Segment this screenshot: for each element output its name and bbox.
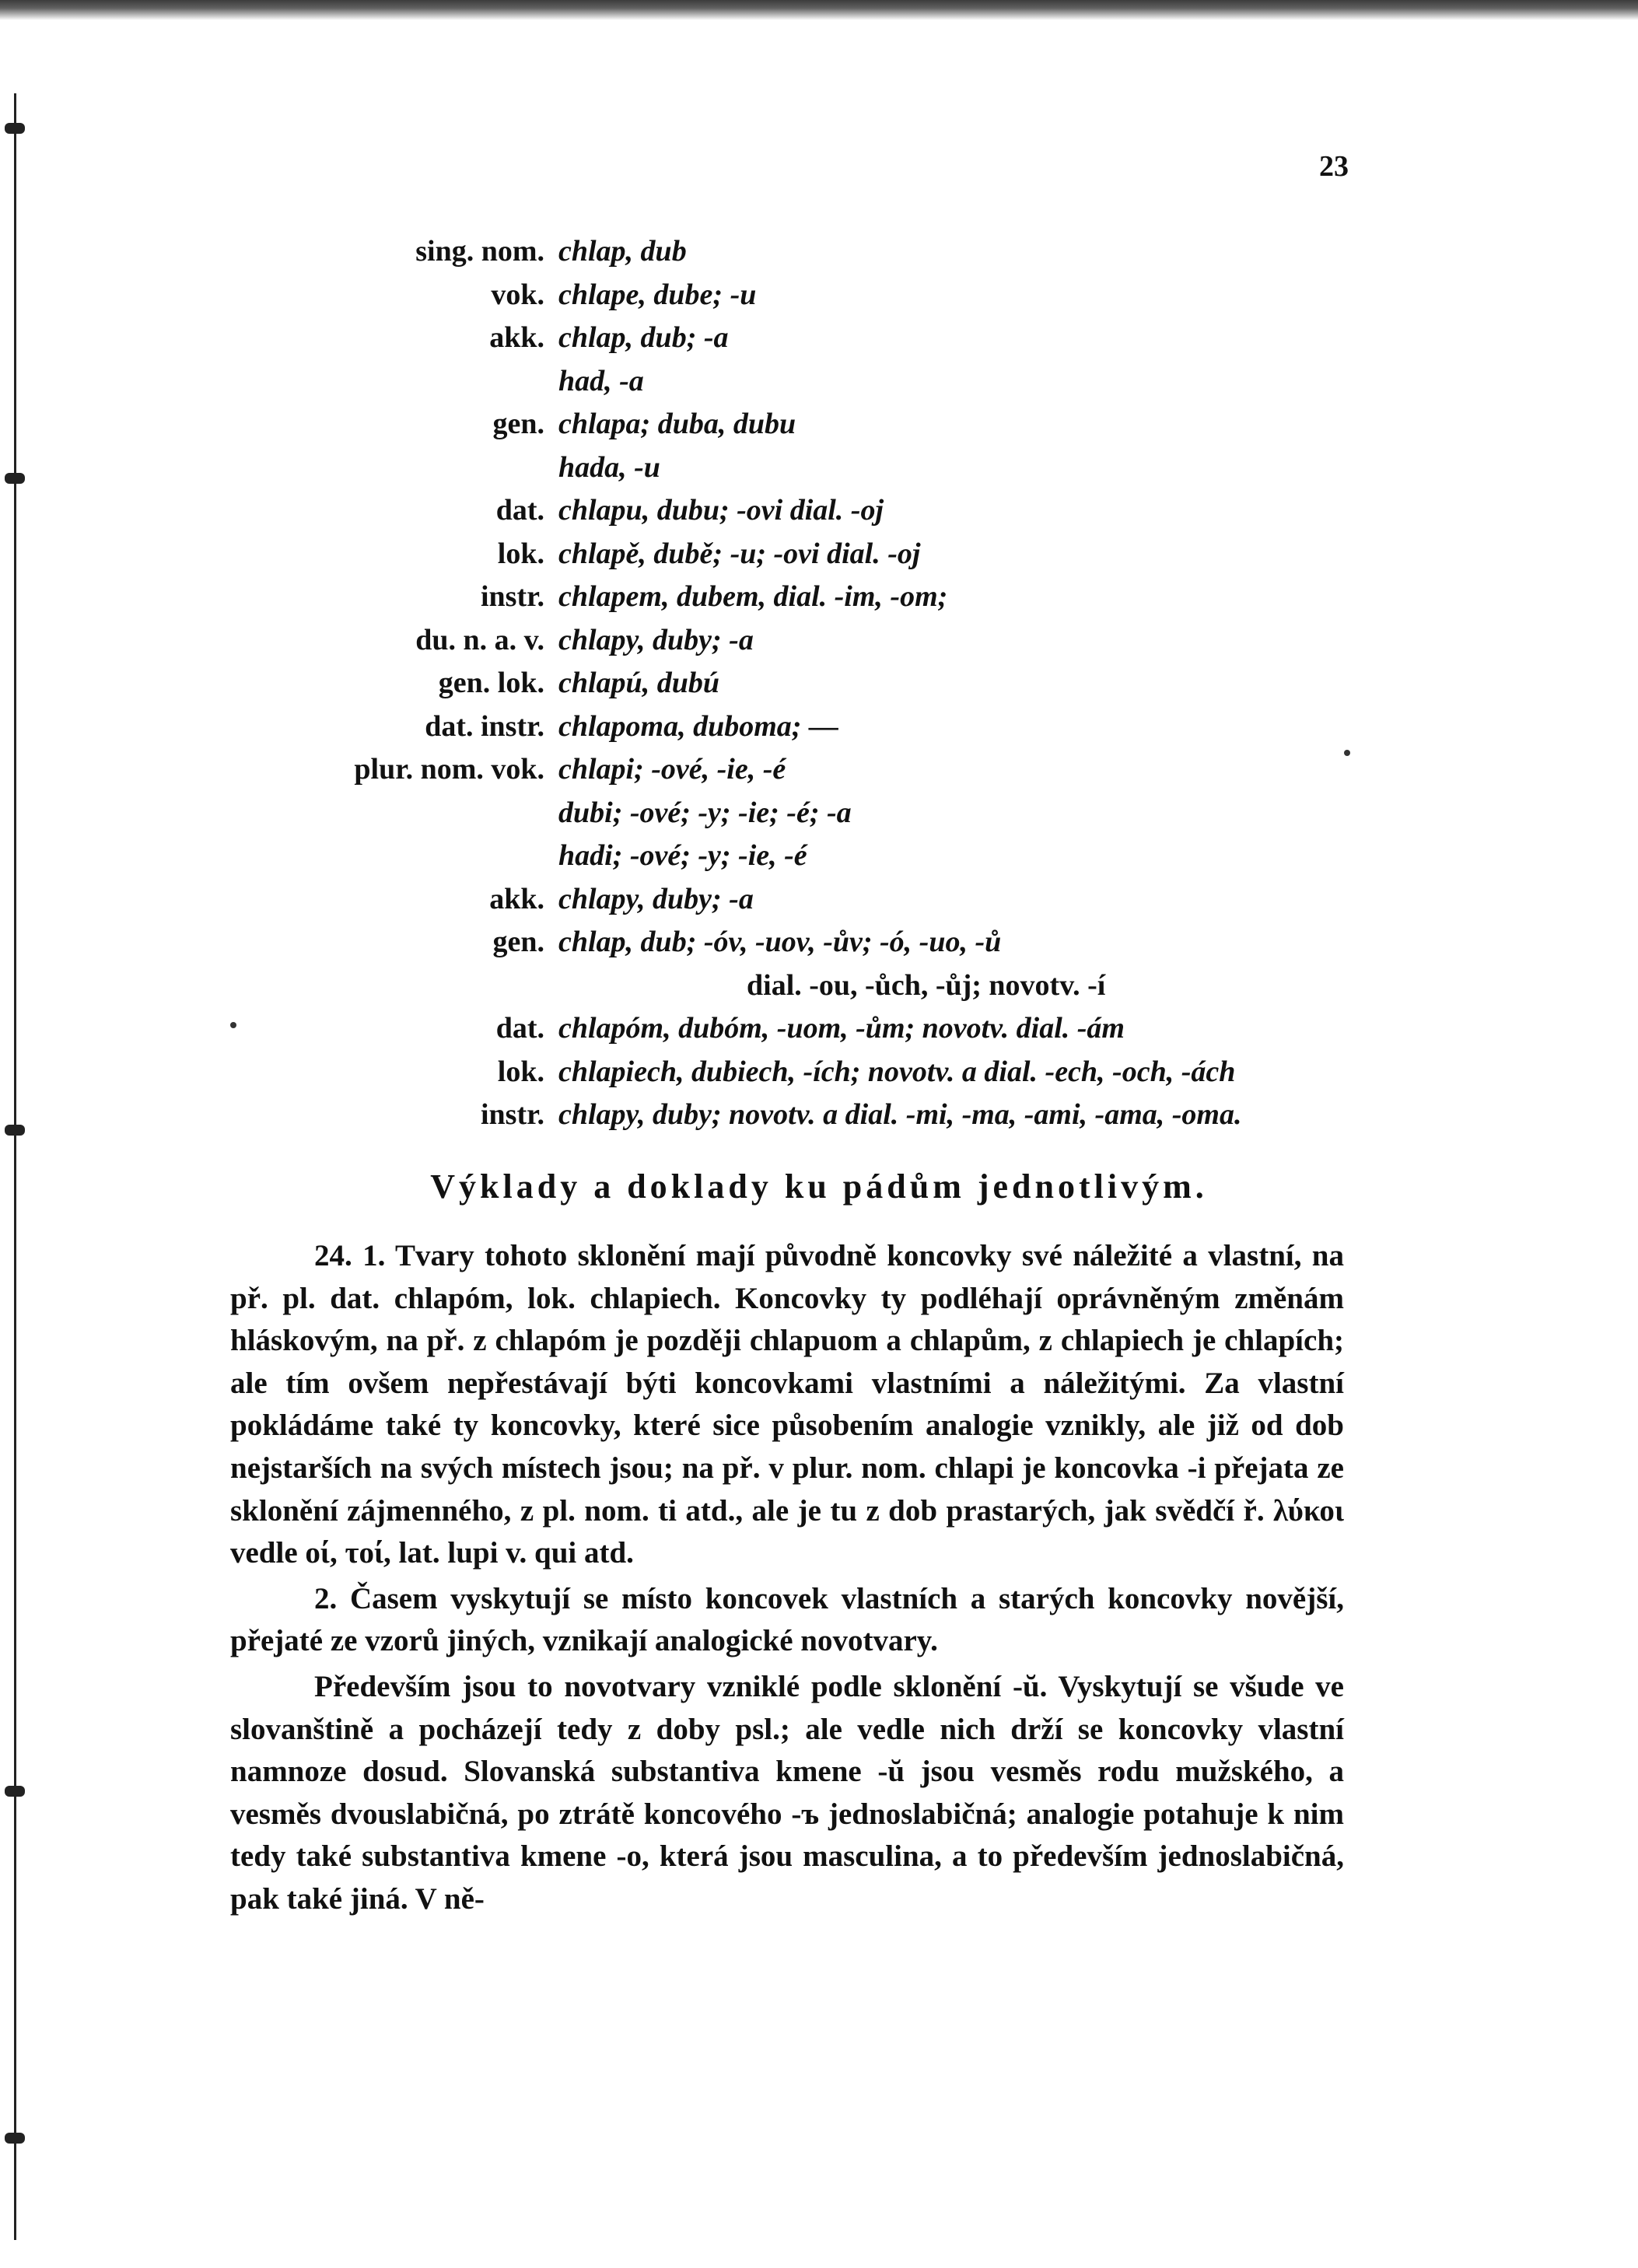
paradigm-row xyxy=(0,489,1638,533)
paradigm-row xyxy=(0,576,1638,619)
case-label: akk. xyxy=(489,321,544,354)
case-forms: chlapy, duby; -a xyxy=(558,623,754,656)
page-number: 23 xyxy=(1319,150,1349,183)
paradigm-row xyxy=(0,878,1638,922)
case-label: plur. nom. vok. xyxy=(354,753,544,786)
paradigm-row xyxy=(0,1094,1638,1137)
case-forms: chlapě, dubě; -u; -ovi dial. -oj xyxy=(558,537,921,570)
case-label: instr. xyxy=(480,1098,544,1131)
section-heading: Výklady a doklady ku pádům jednotlivým. xyxy=(430,1167,1208,1206)
case-forms: chlap, dub xyxy=(558,235,687,268)
paragraph: Především jsou to novotvary vzniklé podle sklonění -ŭ. Vyskytují se všude ve slovanštině a pocházejí tedy z doby psl.; ale vedle nich drží se koncovky vlastní namnoze dosud. Slovanská substantiva kmene -ŭ jsou vesměs rodu mužského, a vesměs dvouslabičná, po ztrátě koncového -ъ jednoslabičná; analogie potahuje k nim tedy také substantiva kmene -o, která jsou masculina, a to především jednoslabičná, pak také jiná. V ně- xyxy=(230,1669,1344,1916)
case-forms: chlap, dub; -a xyxy=(558,321,729,354)
case-label: akk. xyxy=(489,882,544,915)
case-forms: chlapoma, duboma; — xyxy=(558,709,838,743)
case-forms: chlape, dube; -u xyxy=(558,278,757,311)
paradigm-row xyxy=(0,705,1638,749)
case-forms: chlapy, duby; novotv. a dial. -mi, -ma, -ami, -ama, -oma. xyxy=(558,1098,1242,1131)
paradigm-row xyxy=(0,360,1638,404)
case-forms: chlapu, dubu; -ovi dial. -oj xyxy=(558,494,884,527)
paradigm-row xyxy=(0,317,1638,360)
paradigm-row xyxy=(0,446,1638,490)
case-label: vok. xyxy=(491,278,544,311)
case-forms: chlapi; -ové, -ie, -é xyxy=(558,753,786,786)
paradigm-row xyxy=(0,230,1638,274)
case-forms: dubi; -ové; -y; -ie; -é; -a xyxy=(558,796,852,829)
case-label: du. n. a. v. xyxy=(415,623,544,656)
case-forms: chlapiech, dubiech, -ích; novotv. a dial. -ech, -och, -ách xyxy=(558,1055,1236,1088)
case-forms: chlap, dub; -óv, -uov, -ův; -ó, -uo, -ů xyxy=(558,926,1002,958)
paradigm-row xyxy=(0,964,1638,1008)
binding-mark xyxy=(5,2133,25,2144)
speck xyxy=(1344,750,1350,756)
paragraph: 24. 1. Tvary tohoto sklonění mají původně koncovky své náležité a vlastní, na př. pl. dat. chlapóm, lok. chlapiech. Koncovky ty podléhají oprávněným změnám hláskovým, na př. z chlapóm je později chlapuom a chlapům, z chlapiech je chlapích; ale tím ovšem nepřestávají býti koncovkami vlastními a náležitými. Za vlastní pokládáme také ty koncovky, které sice působením analogie vznikly, ale již od dob nejstarších na svých místech jsou; na př. v plur. nom. chlapi je koncovka -i přejata ze sklonění zájmenného, z pl. nom. ti atd., ale je tu z dob prastarých, jak svědčí ř. λύκοι vedle οί, τοί, lat. lupi v. qui atd. xyxy=(230,1239,1344,1570)
case-label: dat. xyxy=(495,1012,544,1045)
paradigm-row xyxy=(0,1051,1638,1094)
paradigm-row xyxy=(0,274,1638,317)
body-text xyxy=(230,1235,1344,1924)
case-label: lok. xyxy=(497,537,544,570)
case-forms: chlapa; duba, dubu xyxy=(558,408,796,440)
case-forms: chlapóm, dubóm, -uom, -ům; novotv. dial. -ám xyxy=(558,1012,1125,1045)
paradigm-row xyxy=(0,921,1638,964)
paradigm-row xyxy=(0,792,1638,835)
paradigm-row xyxy=(0,533,1638,576)
paragraph: 2. Časem vyskytují se místo koncovek vlastních a starých koncovky novější, přejaté ze vzorů jiných, vznikají analogické novotvary. xyxy=(230,1581,1344,1658)
paradigm-row xyxy=(0,748,1638,792)
case-forms: chlapy, duby; -a xyxy=(558,882,754,915)
case-label: instr. xyxy=(480,580,544,613)
speck xyxy=(230,1022,236,1028)
case-forms: hada, -u xyxy=(558,450,660,484)
case-forms: chlapem, dubem, dial. -im, -om; xyxy=(558,580,948,613)
paradigm-row xyxy=(0,619,1638,663)
binding-mark xyxy=(5,1786,25,1797)
declension-paradigm xyxy=(0,230,1638,1137)
case-label: lok. xyxy=(497,1055,544,1088)
case-forms: dial. -ou, -ůch, -ůj; novotv. -í xyxy=(747,968,1106,1002)
paradigm-row xyxy=(0,662,1638,705)
case-forms: chlapú, dubú xyxy=(558,667,719,699)
scan-edge xyxy=(0,0,1638,20)
paradigm-row xyxy=(0,403,1638,446)
case-forms: had, -a xyxy=(558,364,644,397)
case-label: dat. instr. xyxy=(425,709,544,743)
binding-mark xyxy=(5,123,25,134)
case-label: sing. nom. xyxy=(415,235,544,268)
case-label: gen. xyxy=(492,408,544,440)
case-label: dat. xyxy=(495,494,544,527)
case-label: gen. xyxy=(492,926,544,958)
paradigm-row xyxy=(0,1007,1638,1051)
case-label: gen. lok. xyxy=(438,667,544,699)
case-forms: hadi; -ové; -y; -ie, -é xyxy=(558,839,807,872)
paradigm-row xyxy=(0,835,1638,878)
